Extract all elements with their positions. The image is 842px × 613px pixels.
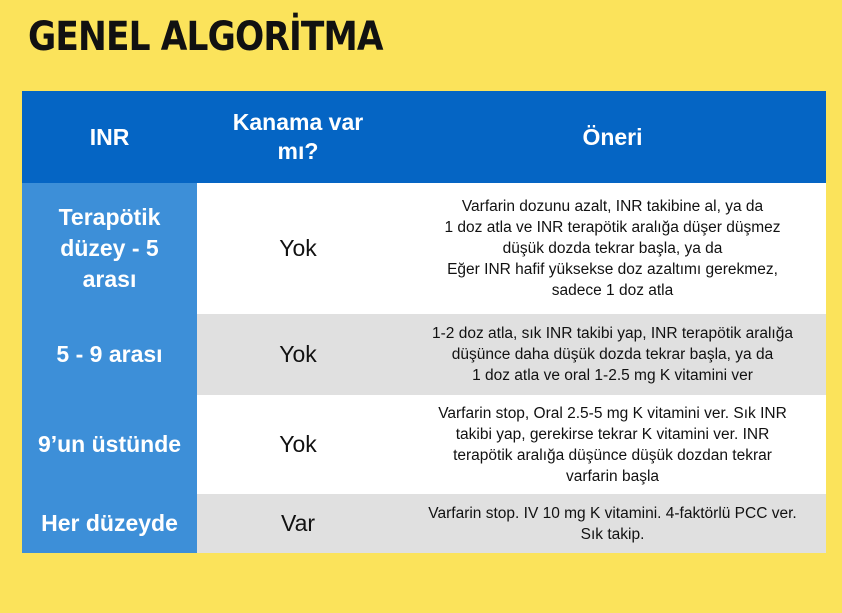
inr-line: arası	[82, 266, 137, 292]
oneri-line: terapötik aralığa düşünce düşük dozdan tekrar	[453, 446, 772, 464]
oneri-line: Varfarin stop. IV 10 mg K vitamini. 4-faktörlü PCC ver.	[428, 504, 797, 522]
oneri-line: düşünce daha düşük dozda tekrar başla, ya da	[451, 346, 774, 363]
oneri-line: varfarin başla	[565, 467, 660, 485]
table-header-row	[22, 91, 826, 183]
inr-line: 9’un üstünde	[37, 431, 182, 457]
header-kanama-line: Kanama var	[232, 109, 364, 135]
table-row	[22, 183, 826, 314]
inr-cell	[22, 314, 197, 395]
oneri-cell	[399, 494, 826, 553]
oneri-cell	[399, 314, 826, 395]
oneri-line: 1 doz atla ve INR terapötik aralığa düşer düşmez	[444, 219, 781, 236]
table-row	[22, 494, 826, 553]
page-title: GENEL ALGORİTMA	[28, 14, 383, 60]
oneri-line: Eğer INR hafif yüksekse doz azaltımı gerekmez,	[447, 261, 778, 278]
header-kanama	[197, 91, 399, 183]
kanama-cell: Yok	[197, 314, 399, 395]
oneri-line: düşük dozda tekrar başla, ya da	[502, 240, 723, 257]
header-kanama-line: mı?	[277, 138, 319, 164]
kanama-cell: Yok	[197, 183, 399, 314]
header-oneri: Öneri	[399, 91, 826, 183]
kanama-cell: Yok	[197, 395, 399, 494]
inr-cell	[22, 494, 197, 553]
oneri-line: Varfarin stop, Oral 2.5-5 mg K vitamini ver. Sık INR	[438, 404, 787, 422]
oneri-cell	[399, 395, 826, 494]
oneri-cell	[399, 183, 826, 314]
inr-cell	[22, 183, 197, 314]
inr-line: Terapötik	[58, 204, 161, 230]
algorithm-table	[22, 91, 826, 553]
table-row	[22, 395, 826, 494]
inr-line: Her düzeyde	[41, 510, 178, 536]
table-row	[22, 314, 826, 395]
oneri-line: Sık takip.	[580, 525, 645, 543]
oneri-line: 1-2 doz atla, sık INR takibi yap, INR terapötik aralığa	[432, 325, 793, 342]
oneri-line: sadece 1 doz atla	[551, 282, 674, 299]
inr-line: düzey - 5	[60, 235, 159, 261]
header-inr: INR	[22, 91, 197, 183]
kanama-cell: Var	[197, 494, 399, 553]
oneri-line: Varfarin dozunu azalt, INR takibine al, ya da	[461, 198, 764, 215]
oneri-line: 1 doz atla ve oral 1-2.5 mg K vitamini ver	[472, 367, 753, 384]
oneri-line: takibi yap, gerekirse tekrar K vitamini ver. INR	[455, 425, 770, 443]
inr-line: 5 - 9 arası	[56, 341, 163, 367]
inr-cell	[22, 395, 197, 494]
